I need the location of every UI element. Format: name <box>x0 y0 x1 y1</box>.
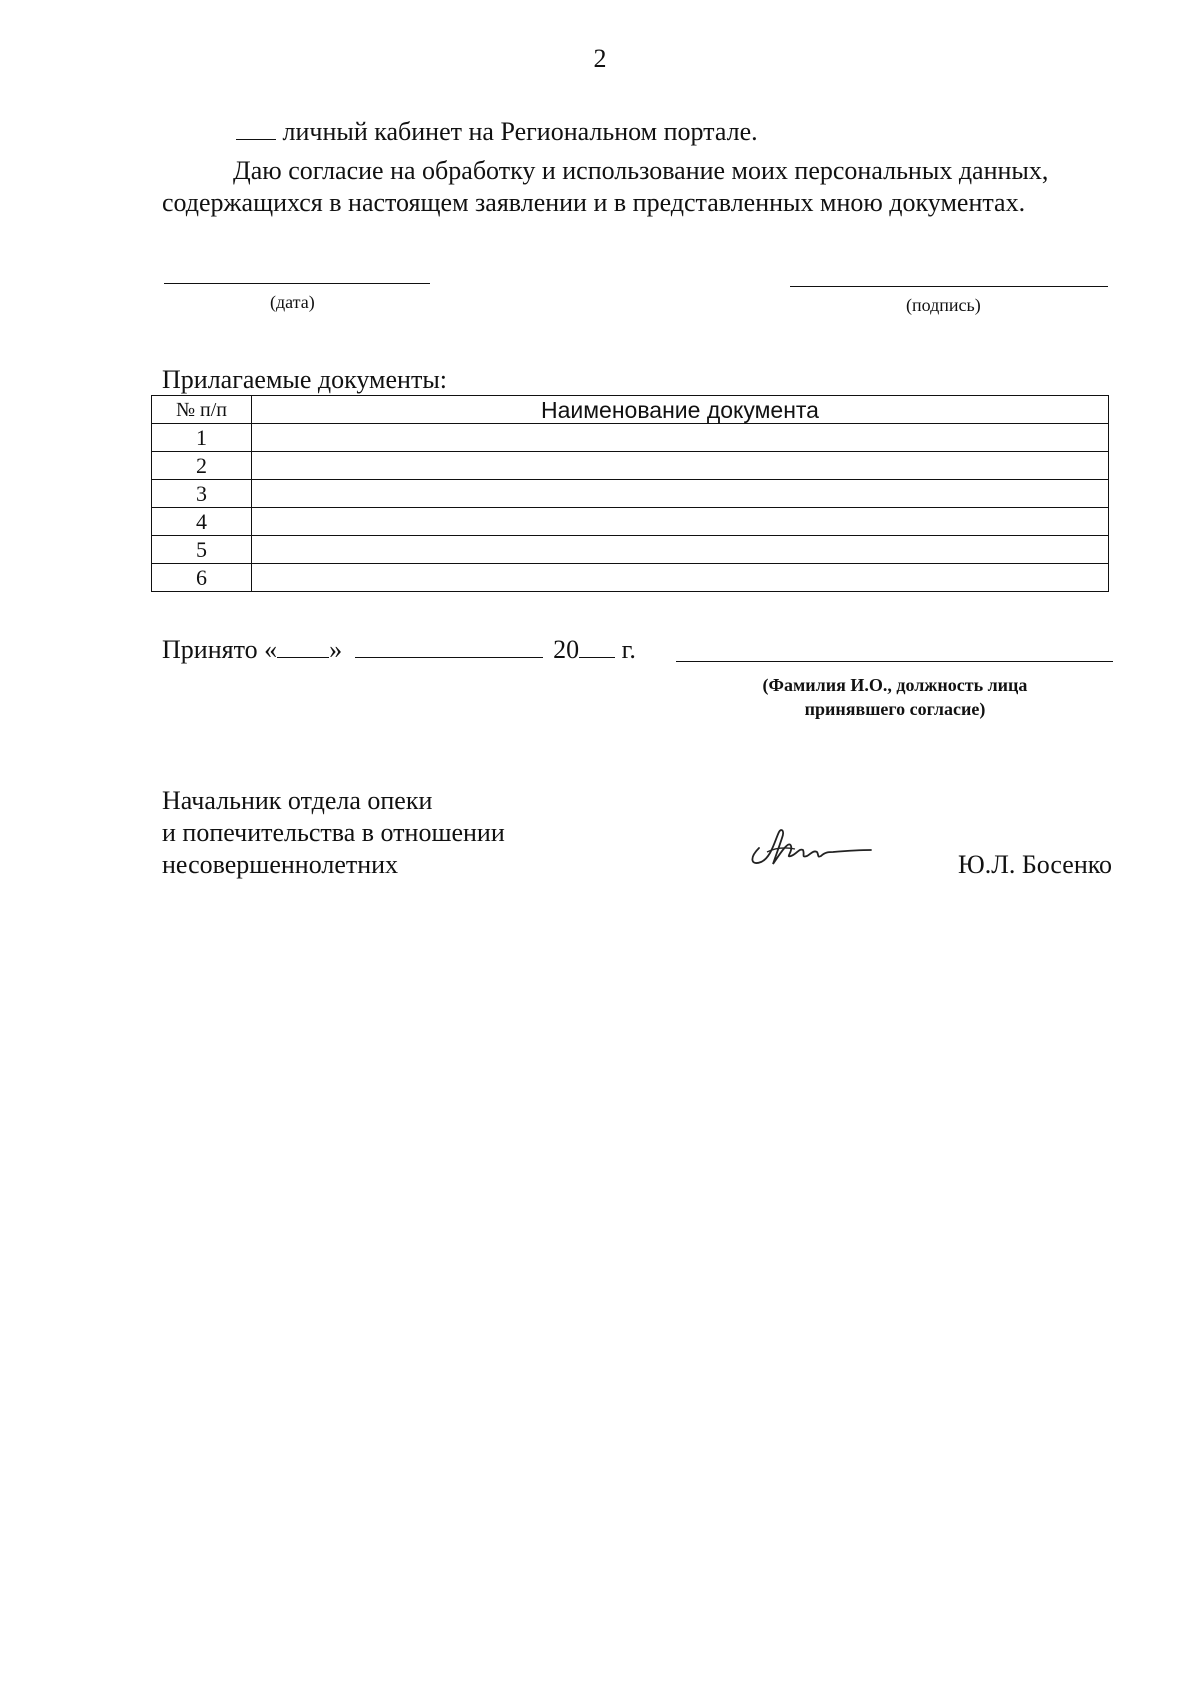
row-number: 3 <box>152 480 252 508</box>
portal-option-line <box>236 116 758 148</box>
table-row <box>152 424 1109 452</box>
accepted-line <box>162 634 636 666</box>
row-number: 5 <box>152 536 252 564</box>
table-row <box>152 508 1109 536</box>
position-line-3: несовершеннолетних <box>162 850 399 879</box>
date-caption: (дата) <box>270 292 315 312</box>
row-number: 1 <box>152 424 252 452</box>
table-row <box>152 536 1109 564</box>
signature-line[interactable] <box>790 286 1108 287</box>
row-number: 6 <box>152 564 252 592</box>
checkbox-blank[interactable] <box>236 117 276 140</box>
table-row <box>152 564 1109 592</box>
date-line[interactable] <box>164 283 430 284</box>
accepted-label: Принято « <box>162 635 278 664</box>
column-header-number: № п/п <box>152 396 252 424</box>
signatory-position <box>162 785 505 881</box>
row-number: 2 <box>152 452 252 480</box>
table-header-row <box>152 396 1109 424</box>
handwritten-signature <box>745 822 875 872</box>
attachments-table <box>151 395 1109 592</box>
table-row <box>152 452 1109 480</box>
position-line-2: и попечительства в отношении <box>162 818 505 847</box>
document-name-cell[interactable] <box>252 564 1109 592</box>
position-line-1: Начальник отдела опеки <box>162 786 433 815</box>
accepted-close-quote: » <box>329 635 343 664</box>
page-number: 2 <box>593 44 607 73</box>
accepted-day-field[interactable] <box>277 635 329 658</box>
column-header-name: Наименование документа <box>252 396 1109 424</box>
accepted-by-line[interactable] <box>676 661 1113 662</box>
document-name-cell[interactable] <box>252 508 1109 536</box>
document-name-cell[interactable] <box>252 424 1109 452</box>
accepted-caption-line-2: принявшего согласие) <box>804 699 986 719</box>
document-name-cell[interactable] <box>252 536 1109 564</box>
portal-option-text: личный кабинет на Региональном портале. <box>282 117 758 146</box>
consent-line-1: Даю согласие на обработку и использование моих персональных данных, <box>233 156 1049 185</box>
document-name-cell[interactable] <box>252 480 1109 508</box>
signatory-name: Ю.Л. Босенко <box>958 850 1113 879</box>
attachments-heading: Прилагаемые документы: <box>162 365 448 394</box>
accepted-year-field[interactable] <box>579 635 615 658</box>
document-name-cell[interactable] <box>252 452 1109 480</box>
consent-line-2: содержащихся в настоящем заявлении и в представленных мною документах. <box>162 188 1026 217</box>
accepted-month-field[interactable] <box>355 635 543 658</box>
accepted-caption-line-1: (Фамилия И.О., должность лица <box>762 675 1028 695</box>
row-number: 4 <box>152 508 252 536</box>
accepted-by-caption <box>730 673 1060 721</box>
accepted-year-prefix: 20 <box>553 635 580 664</box>
accepted-year-suffix: г. <box>621 635 636 664</box>
table-row <box>152 480 1109 508</box>
signature-caption: (подпись) <box>906 295 981 315</box>
